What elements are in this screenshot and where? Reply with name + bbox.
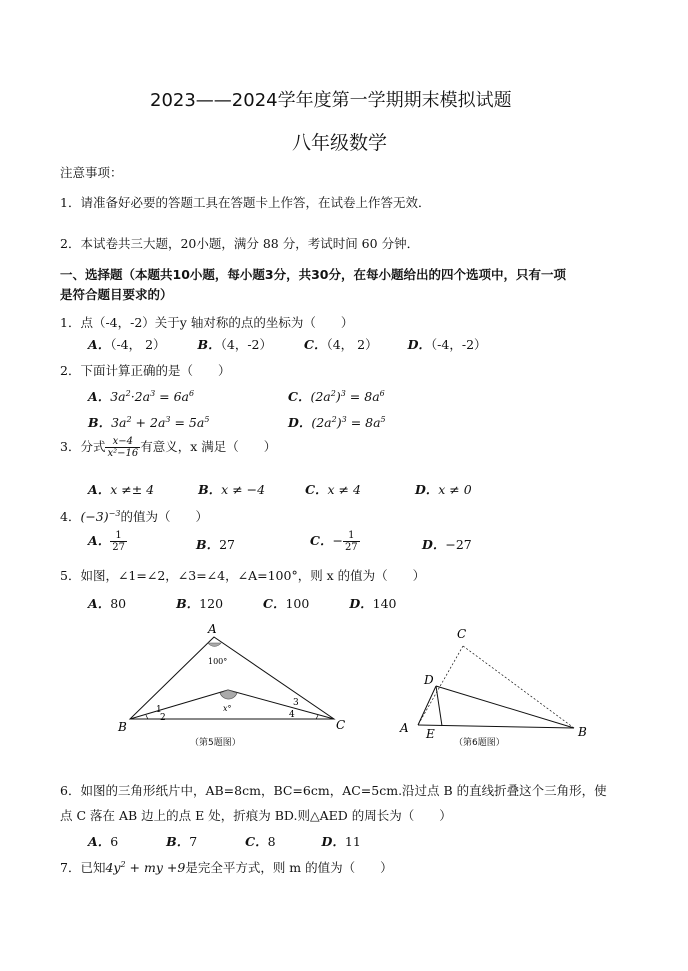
q4-option-a: A． $\frac{1}{27}$ <box>88 530 125 553</box>
q6-options: A．6 B．7 C．8 D．11 <box>88 834 361 849</box>
fig5-label-b: B <box>118 720 127 734</box>
page-subtitle: 八年级数学 <box>292 132 388 154</box>
fig5-label-3: 3 <box>293 698 299 708</box>
q3-stem: 3．分式 $\frac{x-4}{\text{x²−16}}$ 有意义，x 满足（ ） <box>60 436 277 459</box>
notes-heading: 注意事项： <box>60 165 123 180</box>
fig5-label-2: 2 <box>160 713 166 723</box>
q2-option-d: D．$(2a^2)^3 = 8a^5$ <box>288 414 386 430</box>
q1-stem: 1．点（-4，-2）关于y 轴对称的点的坐标为（ ） <box>60 315 354 330</box>
fig6-crease-db <box>436 686 574 728</box>
fig6-label-d: D <box>424 673 434 687</box>
fig5-bisector-c <box>228 690 334 719</box>
q5-options: A．80 B．120 C．100 D．140 <box>88 596 397 611</box>
fig5-label-x: x° <box>223 704 232 713</box>
q4-option-d: D．−27 <box>422 537 472 552</box>
note-1: 1．请准备好必要的答题工具在答题卡上作答，在试卷上作答无效． <box>60 195 431 210</box>
fig6-label-a: A <box>400 721 409 735</box>
q4-option-c: C．− $\frac{1}{27}$ <box>310 530 358 553</box>
q2-option-c: C．$(2a^2)^3 = 8a^6$ <box>288 388 385 404</box>
q4-stem: 4．$(-3)^{-3}$的值为（ ） <box>60 508 208 524</box>
fig6-caption: （第6题图） <box>454 738 505 748</box>
q5-stem: 5．如图，∠1=∠2，∠3=∠4，∠A=100°，则 x 的值为（ ） <box>60 568 426 583</box>
fig6-side-cb <box>463 646 574 728</box>
fig5-label-c: C <box>336 718 346 732</box>
q6-stem-line2: 点 C 落在 AB 边上的点 E 处，折痕为 BD.则△AED 的周长为（ ） <box>60 808 452 823</box>
q3-options: A．x ≠± 4 B．x ≠ −4 C．x ≠ 4 D．x ≠ 0 <box>88 482 472 497</box>
fig5-label-angle: 100° <box>208 657 228 666</box>
q6-stem-line1: 6．如图的三角形纸片中，AB=8cm，BC=6cm，AC=5cm.沿过点 B 的直线折叠这个三角形，使 <box>60 783 607 798</box>
fig6-side-ad <box>418 686 436 725</box>
fig5-label-4: 4 <box>289 710 295 720</box>
section-heading-line1: 一、选择题（本题共10小题，每小题3分，共30分，在每小题给出的四个选项中，只有一项 <box>60 267 566 282</box>
fig5-caption: （第5题图） <box>190 738 241 748</box>
figure-5 <box>110 620 360 752</box>
fig6-label-c: C <box>457 627 467 641</box>
fig6-label-e: E <box>426 727 435 740</box>
q7-stem: 7．已知$4y^2$ + my +9是完全平方式，则 m 的值为（ ） <box>60 859 393 875</box>
fig5-label-a: A <box>208 622 217 636</box>
page-title: 2023——2024学年度第一学期期末模拟试题 <box>150 90 512 111</box>
note-2: 2．本试卷共三大题，20小题，满分 88 分，考试时间 60 分钟． <box>60 236 420 251</box>
q2-option-b: B．$3a^2 + 2a^3 = 5a^5$ <box>88 414 210 430</box>
q2-stem: 2．下面计算正确的是（ ） <box>60 363 231 378</box>
q1-options: A．（-4， 2） B．（4，-2） C．（4， 2） D．（-4，-2） <box>88 337 487 352</box>
fig6-label-b: B <box>578 725 587 739</box>
fig5-angle-a-mark <box>208 643 221 646</box>
fig6-fold-de <box>436 686 442 726</box>
figure-6 <box>396 622 596 740</box>
q4-option-b: B．27 <box>196 537 235 552</box>
q2-option-a: A．$3a^2\cdot 2a^3 = 6a^6$ <box>88 388 195 404</box>
q3-fraction: $\frac{x-4}{\text{x²−16}}$ <box>107 436 139 459</box>
fig6-side-ab <box>418 725 574 728</box>
section-heading-line2: 是符合题目要求的） <box>60 287 173 302</box>
fig5-label-1: 1 <box>156 705 162 715</box>
